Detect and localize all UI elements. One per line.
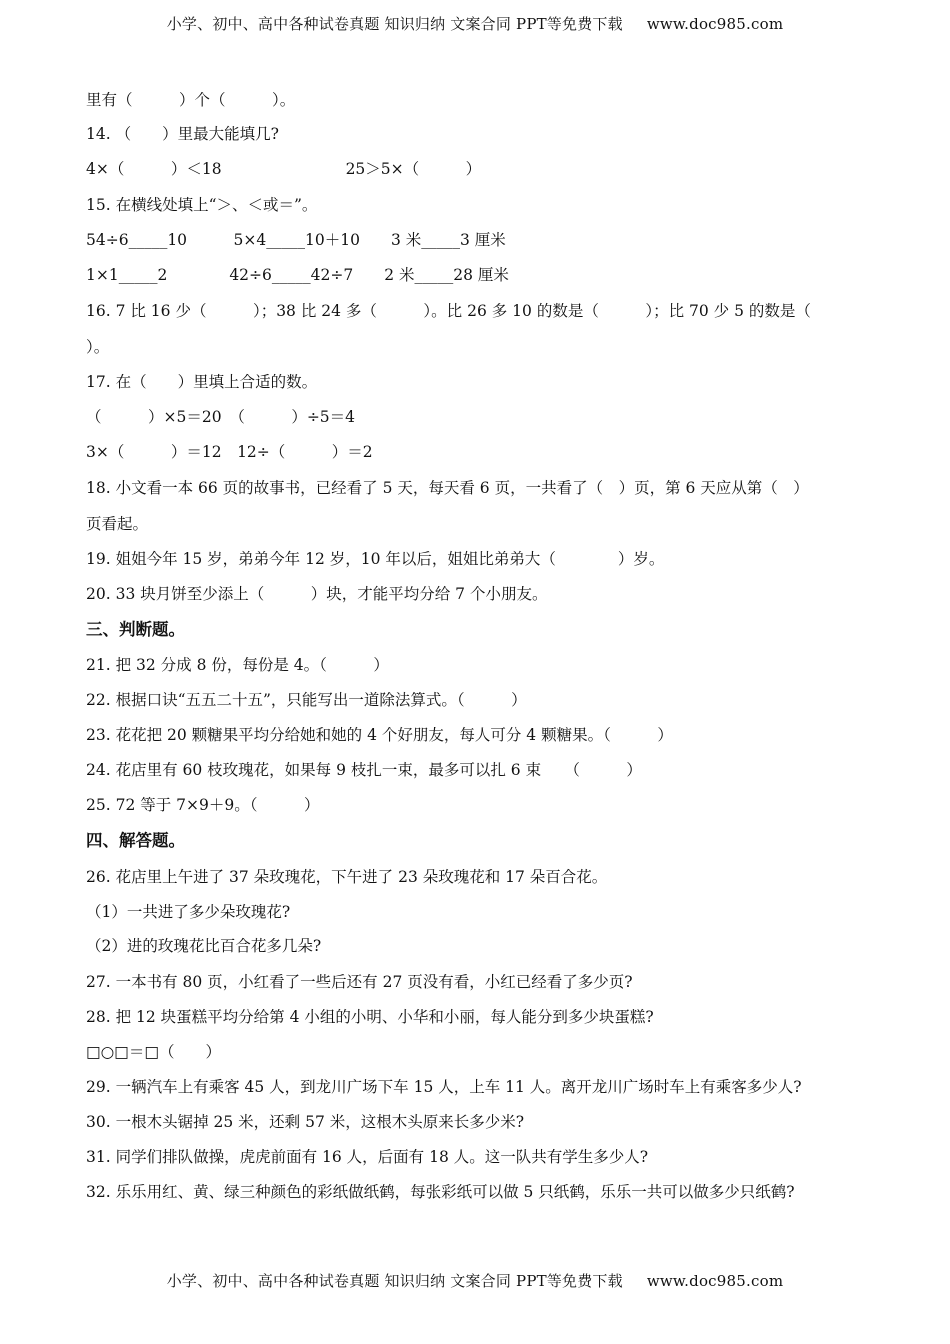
q26-part1: （1）一共进了多少朵玫瑰花? xyxy=(86,903,291,921)
q13-continuation: 里有（ ）个（ ）。 xyxy=(86,91,296,109)
q28-formula: □○□＝□（ ） xyxy=(86,1043,221,1061)
q14-title: 14. （ ）里最大能填几? xyxy=(86,125,279,143)
q17-row1: （ ）×5＝20 （ ）÷5＝4 xyxy=(86,408,356,426)
header-url[interactable]: www.doc985.com xyxy=(646,15,784,33)
q18-line2: 页看起。 xyxy=(86,515,149,533)
page-footer xyxy=(0,1270,950,1291)
q26: 26. 花店里上午进了 37 朵玫瑰花，下午进了 23 朵玫瑰花和 17 朵百合花。 xyxy=(86,868,608,886)
q16-line1: 16. 7 比 16 少（ ）；38 比 24 多（ ）。比 26 多 10 的数是（ ）；比 70 少 5 的数是（ xyxy=(86,302,811,320)
footer-text: 小学、初中、高中各种试卷真题 知识归纳 文案合同 PPT等免费下载 xyxy=(166,1272,623,1290)
q26-part2: （2）进的玫瑰花比百合花多几朵? xyxy=(86,937,322,955)
q24: 24. 花店里有 60 枝玫瑰花，如果每 9 枝扎一束，最多可以扎 6 束 （ ） xyxy=(86,761,642,779)
q18-line1: 18. 小文看一本 66 页的故事书，已经看了 5 天，每天看 6 页，一共看了（ ）页，第 6 天应从第（ ） xyxy=(86,479,809,497)
q14-items: 4×（ ）＜18 25＞5×（ ） xyxy=(86,160,482,178)
q27: 27. 一本书有 80 页，小红看了一些后还有 27 页没有看，小红已经看了多少页? xyxy=(86,973,633,991)
q29: 29. 一辆汽车上有乘客 45 人，到龙川广场下车 15 人，上车 11 人。离开龙川广场时车上有乘客多少人? xyxy=(86,1078,802,1096)
q15-row2: 1×1_____2 42÷6_____42÷7 2 米_____28 厘米 xyxy=(86,266,509,284)
q22: 22. 根据口诀“五五二十五”，只能写出一道除法算式。（ ） xyxy=(86,691,527,709)
page-header xyxy=(0,13,950,34)
section-3-heading: 三、判断题。 xyxy=(86,620,185,639)
q28: 28. 把 12 块蛋糕平均分给第 4 小组的小明、小华和小丽，每人能分到多少块蛋糕? xyxy=(86,1008,654,1026)
q32: 32. 乐乐用红、黄、绿三种颜色的彩纸做纸鹤，每张彩纸可以做 5 只纸鹤，乐乐一共可以做多少只纸鹤? xyxy=(86,1183,795,1201)
q20: 20. 33 块月饼至少添上（ ）块，才能平均分给 7 个小朋友。 xyxy=(86,585,548,603)
q17-title: 17. 在（ ）里填上合适的数。 xyxy=(86,373,318,391)
header-text: 小学、初中、高中各种试卷真题 知识归纳 文案合同 PPT等免费下载 xyxy=(166,15,623,33)
q15-row1: 54÷6_____10 5×4_____10＋10 3 米_____3 厘米 xyxy=(86,231,506,249)
footer-url[interactable]: www.doc985.com xyxy=(646,1272,784,1290)
q15-title: 15. 在横线处填上“＞、＜或＝”。 xyxy=(86,196,318,214)
q25: 25. 72 等于 7×9＋9。（ ） xyxy=(86,796,320,814)
q17-row2: 3×（ ）＝12 12÷（ ）＝2 xyxy=(86,443,373,461)
q21: 21. 把 32 分成 8 份，每份是 4。（ ） xyxy=(86,656,389,674)
q31: 31. 同学们排队做操，虎虎前面有 16 人，后面有 18 人。这一队共有学生多少人? xyxy=(86,1148,649,1166)
q19: 19. 姐姐今年 15 岁，弟弟今年 12 岁，10 年以后，姐姐比弟弟大（ ）岁。 xyxy=(86,550,665,568)
section-4-heading: 四、解答题。 xyxy=(86,831,185,850)
q30: 30. 一根木头锯掉 25 米，还剩 57 米，这根木头原来长多少米? xyxy=(86,1113,525,1131)
q16-line2: ）。 xyxy=(86,338,110,356)
q23: 23. 花花把 20 颗糖果平均分给她和她的 4 个好朋友，每人可分 4 颗糖果。（ ） xyxy=(86,726,673,744)
